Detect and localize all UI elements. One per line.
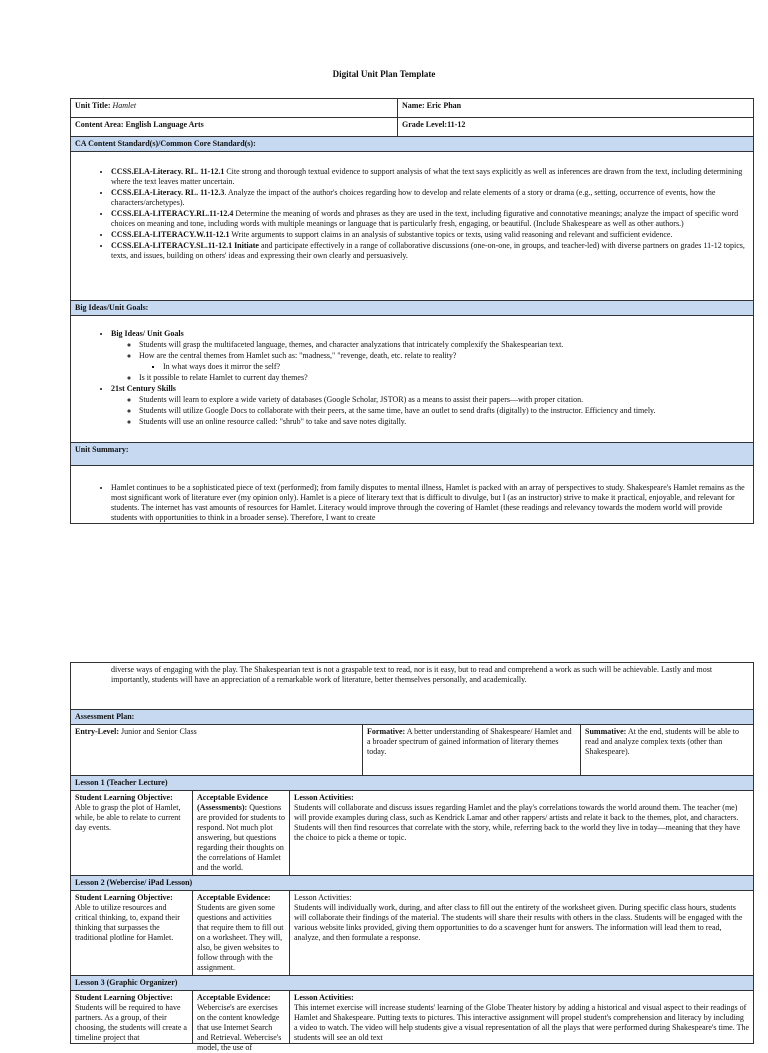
unit-plan-table-page2 <box>70 662 754 1052</box>
assessment-header-row <box>71 710 754 725</box>
name-label: Name: <box>402 101 425 110</box>
lesson-1-row: Student Learning Objective: Able to grasp the plot of Hamlet, while, be able to relate to current day events. Acceptable Evidence (Assessments): Questions are provided for students to respond. Not much plot answering, but questions regarding their thoughts on the correlations of Hamlet and the world. Lesson Activities: Students will collaborate and discuss issues regarding Hamlet and the play's correlations towards the world around them. The teacher (me) will provide examples during class, such as Kendrick Lamar and other rappers/ artists and relate it back to the themes, plot, and characters. Students will then find resources that correlate with the story, while, referring back to the world they live in today—meaning that they have the choice to pick a theme or topic. <box>71 791 754 876</box>
big-ideas-item: • Big Ideas/ Unit Goals ◦ Students will grasp the multifaceted language, themes, and character analyzations that intricately complexify the Shakespearian text. ◦ How are the central themes from Hamlet such as: "madness," "revenge, death, etc. relate to reality? ▪ In what ways does it mirror the self? ◦ Is it possible to relate Hamlet to current day themes? <box>111 329 749 383</box>
lesson-3-activities: This internet exercise will increase students' learning of the Globe Theater history by adding a historical and visual aspect to their readings of Hamlet and Shakespeare. Putting texts to pictures. This interactive assignment will propel student's comprehension and literacy by including a video to watch. The video will help students give a visual representation of all the plays that were performed during Shakespeare's time. The students will see an old text <box>294 1003 750 1042</box>
lesson-2-row: Student Learning Objective: Able to utilize resources and critical thinking, to, expand their thinking that surpasses the traditional plotline for Hamlet. Acceptable Evidence: Students are given some questions and activities that require them to fill out on a worksheet. They will, also, be given websites to follow through with the assignment. Lesson Activities: Students will individually work, during, and after class to fill out the entirety of the worksheet given. During specific class hours, students will collaborate their findings of the material. The students will share their results with others in the class. Students will be engaged with the various website links provided, giving them opportunities to do a scavenger hunt for answers. The information will lead them to read, analyze, and then formulate a response. <box>71 891 754 976</box>
goal-item: ◦ How are the central themes from Hamlet such as: "madness," "revenge, death, etc. relate to reality? ▪ In what ways does it mirror the self? <box>139 351 749 372</box>
unit-summary-row <box>71 466 754 524</box>
unit-title-row <box>71 99 754 118</box>
standard-item: • CCSS.ELA-Literacy. RL. 11-12.3. Analyze the impact of the author's choices regarding how to develop and relate elements of a story or drama (e.g., setting, occurrence of events, how the characters/archetypes). <box>111 188 749 208</box>
summative-value: At the end, students will be able to read and analyze complex texts (other than Shakespeare). <box>585 727 739 756</box>
lesson-2-objective: Able to utilize resources and critical thinking, to, expand their thinking that surpasses the traditional plotline for Hamlet. <box>75 903 180 942</box>
lesson-1-header-row <box>71 776 754 791</box>
lesson-3-row: Student Learning Objective: Students will be required to have partners. As a group, of their choosing, the students will create a timeline project that Acceptable Evidence: Webercise's are exercises on the content knowledge that use Internet Search and Retrieval. Webercise's model, the use of Lesson Activities: This internet exercise will increase students' learning of the Globe Theater history by adding a historical and visual aspect to their readings of Hamlet and Shakespeare. Putting texts to pictures. This interactive assignment will propel student's comprehension and literacy by including a video to watch. The video will help students give a visual representation of all the plays that were performed during Shakespeare's time. The students will see an old text <box>71 991 754 1044</box>
lesson-3-header: Lesson 3 (Graphic Organizer) <box>71 976 754 991</box>
assessment-header: Assessment Plan: <box>71 710 754 725</box>
content-area-label: Content Area: <box>75 120 124 129</box>
goal-item: ◦ Is it possible to relate Hamlet to current day themes? <box>139 373 749 383</box>
lesson-2-evidence: Students are given some questions and activities that require them to fill out on a worksheet. They will, also, be given websites to follow through with the assignment. <box>197 903 284 972</box>
lesson-1-evidence: Questions are provided for students to respond. Not much plot answering, but questions regarding their thoughts on the correlations of Hamlet and the world. <box>197 803 285 872</box>
lesson-1-header: Lesson 1 (Teacher Lecture) <box>71 776 754 791</box>
unit-summary-cont-row <box>71 663 754 710</box>
lesson-3-header-row <box>71 976 754 991</box>
entry-level-value: Junior and Senior Class <box>119 727 197 736</box>
content-area-value: English Language Arts <box>125 120 204 129</box>
lesson-2-activities: Students will individually work, during, and after class to fill out the entirety of the worksheet given. During specific class hours, students will collaborate their findings of the material. The students will share their results with others in the class. Students will be engaged with the various website links provided, giving them opportunities to do a scavenger hunt for answers. The information will lead them to read, analyze, and then formulate a response. <box>294 903 743 942</box>
goal-item: ◦ Students will grasp the multifaceted language, themes, and character analyzations that intricately complexify the Shakespearian text. <box>139 340 749 350</box>
big-ideas-row <box>71 316 754 443</box>
unit-summary-cont-text: diverse ways of engaging with the play. The Shakespearian text is not a graspable text to read, nor is it easy, but to read and comprehend a work as such will be achievable. Lastly and most importantly, students will have an appreciation of a remarkable work of literature, better themselves personally, and academically. <box>71 663 754 710</box>
skill-item: ◦ Students will learn to explore a wide variety of databases (Google Scholar, JSTOR) as a means to assist their papers—with proper citation. <box>139 395 749 405</box>
goal-sub-item: ▪ In what ways does it mirror the self? <box>163 362 749 372</box>
page-title: Digital Unit Plan Template <box>332 69 436 79</box>
lesson-1-activities: Students will collaborate and discuss issues regarding Hamlet and the play's correlations towards the world around them. The teacher (me) will provide examples during class, such as Kendrick Lamar and other rappers/ artists and relate it back to the themes, plot, and characters. Students will then find resources that correlate with the story, while, referring back to the world they live in today—meaning that they have the choice to pick a theme or topic. <box>294 803 741 842</box>
unit-title-label: Unit Title: <box>75 101 111 110</box>
standards-header-row <box>71 137 754 152</box>
standard-item: • CCSS.ELA-Literacy. RL. 11-12.1 Cite strong and thorough textual evidence to support analysis of what the text says explicitly as well as inferences are drawn from the text, including determining where the text leaves matter uncertain. <box>111 167 749 187</box>
content-area-row <box>71 118 754 137</box>
big-ideas-header-row <box>71 301 754 316</box>
lesson-2-header-row <box>71 876 754 891</box>
lesson-2-header: Lesson 2 (Webercise/ iPad Lesson) <box>71 876 754 891</box>
standards-row <box>71 152 754 301</box>
big-ideas-header: Big Ideas/Unit Goals: <box>71 301 754 316</box>
skill-item: ◦ Students will utilize Google Docs to collaborate with their peers, at the same time, have an outlet to send drafts (digitally) to the instructor. Efficiency and timely. <box>139 406 749 416</box>
standard-item: • CCSS.ELA-LITERACY.RL.11-12.4 Determine the meaning of words and phrases as they are used in the text, including figurative and connotative meanings; analyze the impact of specific word choices on meaning and tone, including words with multiple meanings or language that is particularly fresh, engaging, or beautiful. (Include Shakespeare as well as other authors.) <box>111 209 749 229</box>
unit-summary-header-row <box>71 443 754 466</box>
unit-summary-header: Unit Summary: <box>71 443 754 466</box>
grade-value: 11-12 <box>447 120 466 129</box>
standards-header: CA Content Standard(s)/Common Core Standard(s): <box>71 137 754 152</box>
lesson-1-objective: Able to grasp the plot of Hamlet, while, be able to relate to current day events. <box>75 803 181 832</box>
standard-item: • CCSS.ELA-LITERACY.W.11-12.1 Write arguments to support claims in an analysis of substantive topics or texts, using valid reasoning and relevant and sufficient evidence. <box>111 230 749 240</box>
assessment-row: Entry-Level: Junior and Senior Class Formative: A better understanding of Shakespeare/ Hamlet and a broader spectrum of gained information of literary themes today. Summative: At the end, students will be able to read and analyze complex texts (other than Shakespeare). <box>71 725 754 776</box>
standard-item: • CCSS.ELA-LITERACY.SL.11-12.1 Initiate and participate effectively in a range of collaborative discussions (one-on-one, in groups, and teacher-led) with diverse partners on grades 11-12 topics, texts, and issues, building on others' ideas and expressing their own clearly and persuasively. <box>111 241 749 261</box>
skill-item: ◦ Students will use an online resource called: "shrub" to take and save notes digitally. <box>139 417 749 427</box>
formative-value: A better understanding of Shakespeare/ Hamlet and a broader spectrum of gained information of literary themes today. <box>367 727 572 756</box>
skills-item: • 21st Century Skills ◦ Students will learn to explore a wide variety of databases (Google Scholar, JSTOR) as a means to assist their papers—with proper citation. ◦ Students will utilize Google Docs to collaborate with their peers, at the same time, have an outlet to send drafts (digitally) to the instructor. Efficiency and timely. ◦ Students will use an online resource called: "shrub" to take and save notes digitally. <box>111 384 749 427</box>
name-value: Eric Phan <box>426 101 462 110</box>
standards-list <box>75 167 749 261</box>
unit-plan-table-page1 <box>70 98 754 524</box>
grade-label: Grade Level: <box>402 120 448 129</box>
unit-summary-text: • Hamlet continues to be a sophisticated piece of text (performed); from family disputes to mental illness, Hamlet is packed with an array of perspectives to study. Shakespeare's Hamlet remains as the most significant work of literature ever (my opinion only). Hamlet is a piece of literary text that is difficult to divulge, but I (as an instructor) strive to make it practical, enjoyable, and relevant for students. The internet has vast amounts of resources for Hamlet. Literacy would improve through the covering of Hamlet (these readings and relevancy towards the modern world will provide students with opportunities to think in a broader sense). Therefore, I want to create <box>111 483 749 523</box>
unit-title-value: Hamlet <box>112 101 137 110</box>
lesson-3-evidence: Webercise's are exercises on the content knowledge that use Internet Search and Retrieval. Webercise's model, the use of <box>197 1003 282 1052</box>
lesson-3-objective: Students will be required to have partners. As a group, of their choosing, the students will create a timeline project that <box>75 1003 187 1042</box>
